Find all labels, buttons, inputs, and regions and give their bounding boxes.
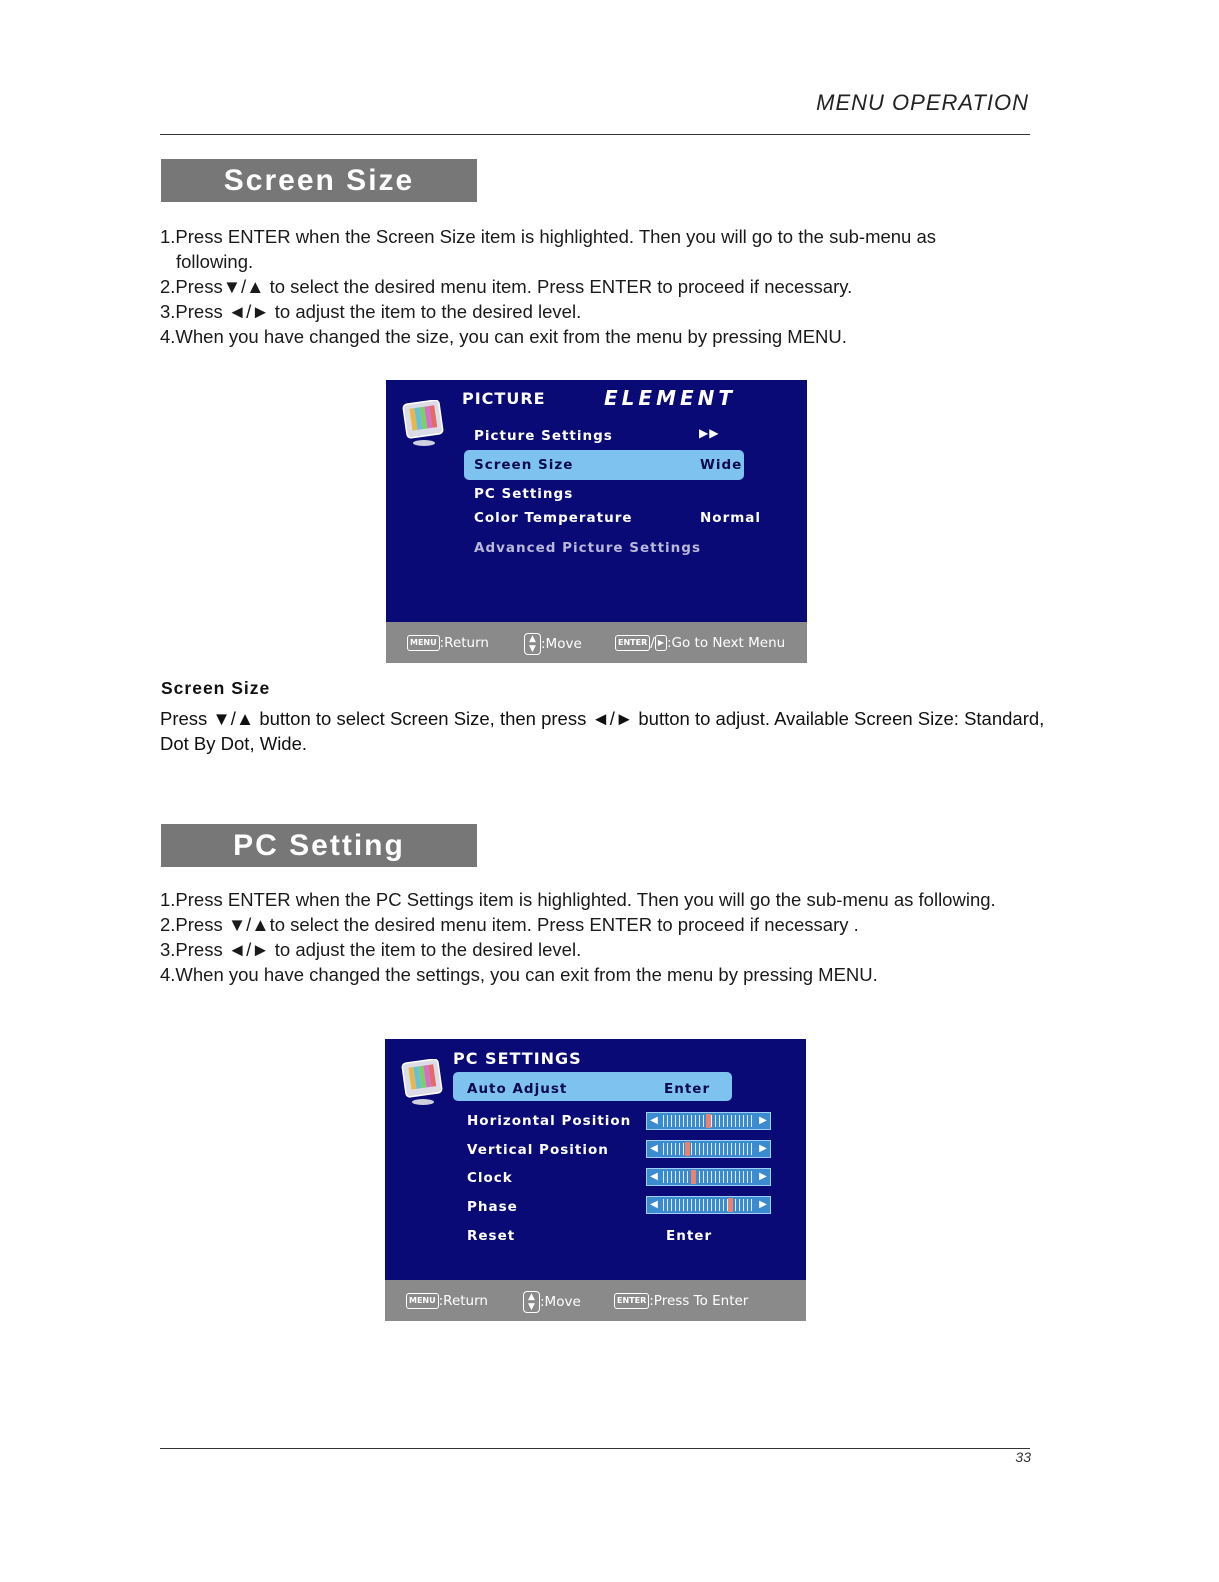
- press-to-enter-hint: :Press To Enter: [649, 1293, 749, 1309]
- step-line: 3.Press ◄/► to adjust the item to the desired level.: [160, 301, 582, 322]
- screen-size-description: Press ▼/▲ button to select Screen Size, then press ◄/► button to adjust. Available Screen Size: Standard, Dot By Dot, Wide.: [160, 708, 1045, 754]
- move-icon: ▲ ▼: [524, 633, 541, 655]
- page-number: 33: [1015, 1449, 1031, 1465]
- slider-left-arrow-icon: ◀: [650, 1115, 658, 1126]
- slider-knob[interactable]: [685, 1142, 690, 1156]
- pc-setting-steps: [160, 887, 1090, 987]
- slider-track: [663, 1171, 754, 1183]
- menu-title: PICTURE: [462, 389, 546, 408]
- right-key-icon: ▶: [655, 635, 667, 651]
- next-menu-hint: :Go to Next Menu: [666, 635, 786, 651]
- slider-right-arrow-icon: ▶: [759, 1199, 767, 1210]
- menu-item-value: Normal: [700, 510, 762, 526]
- menu-item-label: Auto Adjust: [467, 1081, 568, 1097]
- menu-item-value: Enter: [666, 1228, 713, 1244]
- enter-key-icon: ENTER: [614, 1293, 649, 1309]
- menu-footer: [385, 1280, 806, 1321]
- slash-separator: /: [650, 635, 655, 651]
- slider-left-arrow-icon: ◀: [650, 1171, 658, 1182]
- step-line: 4.When you have changed the settings, you can exit from the menu by pressing MENU.: [160, 964, 878, 985]
- step-line: 3.Press ◄/► to adjust the item to the desired level.: [160, 939, 582, 960]
- menu-item-advanced-picture-settings[interactable]: Advanced Picture Settings: [474, 540, 701, 556]
- page-header-title: MENU OPERATION: [816, 90, 1029, 115]
- footer-divider: [160, 1448, 1030, 1449]
- slider-left-arrow-icon: ◀: [650, 1199, 658, 1210]
- clock-slider[interactable]: [646, 1168, 771, 1186]
- menu-item-phase[interactable]: Phase: [467, 1199, 518, 1215]
- menu-item-label: Screen Size: [474, 457, 574, 473]
- phase-slider[interactable]: [646, 1196, 771, 1214]
- slider-knob[interactable]: [728, 1198, 733, 1212]
- header-divider: [160, 134, 1030, 135]
- screen-size-banner: Screen Size: [161, 159, 477, 202]
- slider-right-arrow-icon: ▶: [759, 1171, 767, 1182]
- slider-right-arrow-icon: ▶: [759, 1115, 767, 1126]
- slider-right-arrow-icon: ▶: [759, 1143, 767, 1154]
- menu-footer: [386, 622, 807, 663]
- menu-item-picture-settings[interactable]: Picture Settings: [474, 428, 613, 444]
- move-hint: :Move: [540, 1294, 581, 1310]
- pc-setting-banner: PC Setting: [161, 824, 477, 867]
- menu-item-pc-settings[interactable]: PC Settings: [474, 486, 574, 502]
- step-line: 1.Press ENTER when the PC Settings item is highlighted. Then you will go the sub-menu as following.: [160, 889, 996, 910]
- return-hint: :Return: [439, 635, 489, 651]
- brand-logo: ELEMENT: [604, 386, 737, 410]
- slider-knob[interactable]: [691, 1170, 696, 1184]
- slider-left-arrow-icon: ◀: [650, 1143, 658, 1154]
- slider-track: [663, 1143, 754, 1155]
- slider-track: [663, 1199, 754, 1211]
- enter-key-icon: ENTER: [615, 635, 650, 651]
- slider-knob[interactable]: [706, 1114, 711, 1128]
- menu-item-clock[interactable]: Clock: [467, 1170, 513, 1186]
- return-hint: :Return: [438, 1293, 488, 1309]
- screen-size-steps: [160, 224, 1090, 349]
- menu-item-horizontal-position[interactable]: Horizontal Position: [467, 1113, 632, 1129]
- move-icon: ▲ ▼: [523, 1291, 540, 1313]
- picture-menu-screenshot: [386, 380, 807, 663]
- menu-title: PC SETTINGS: [453, 1049, 582, 1068]
- move-hint: :Move: [541, 636, 582, 652]
- double-arrow-icon: ▶▶: [699, 426, 720, 440]
- step-line: 1.Press ENTER when the Screen Size item is highlighted. Then you will go to the sub-menu as: [160, 226, 937, 247]
- menu-item-value: Enter: [664, 1081, 711, 1097]
- monitor-icon: [402, 400, 446, 448]
- menu-item-value: Wide: [700, 457, 743, 473]
- vertical-position-slider[interactable]: [646, 1140, 771, 1158]
- screen-size-subheading: Screen Size: [161, 678, 271, 698]
- step-line: 4.When you have changed the size, you can exit from the menu by pressing MENU.: [160, 326, 847, 347]
- menu-key-icon: MENU: [406, 1293, 439, 1309]
- menu-item-vertical-position[interactable]: Vertical Position: [467, 1142, 609, 1158]
- step-line: 2.Press▼/▲ to select the desired menu item. Press ENTER to proceed if necessary.: [160, 276, 853, 297]
- step-line: following.: [176, 251, 254, 272]
- horizontal-position-slider[interactable]: [646, 1112, 771, 1130]
- menu-item-color-temperature[interactable]: Color Temperature: [474, 510, 633, 526]
- menu-item-reset[interactable]: Reset: [467, 1228, 516, 1244]
- pc-settings-menu-screenshot: [385, 1039, 806, 1321]
- step-line: 2.Press ▼/▲to select the desired menu item. Press ENTER to proceed if necessary .: [160, 914, 859, 935]
- menu-key-icon: MENU: [407, 635, 440, 651]
- monitor-icon: [401, 1059, 445, 1107]
